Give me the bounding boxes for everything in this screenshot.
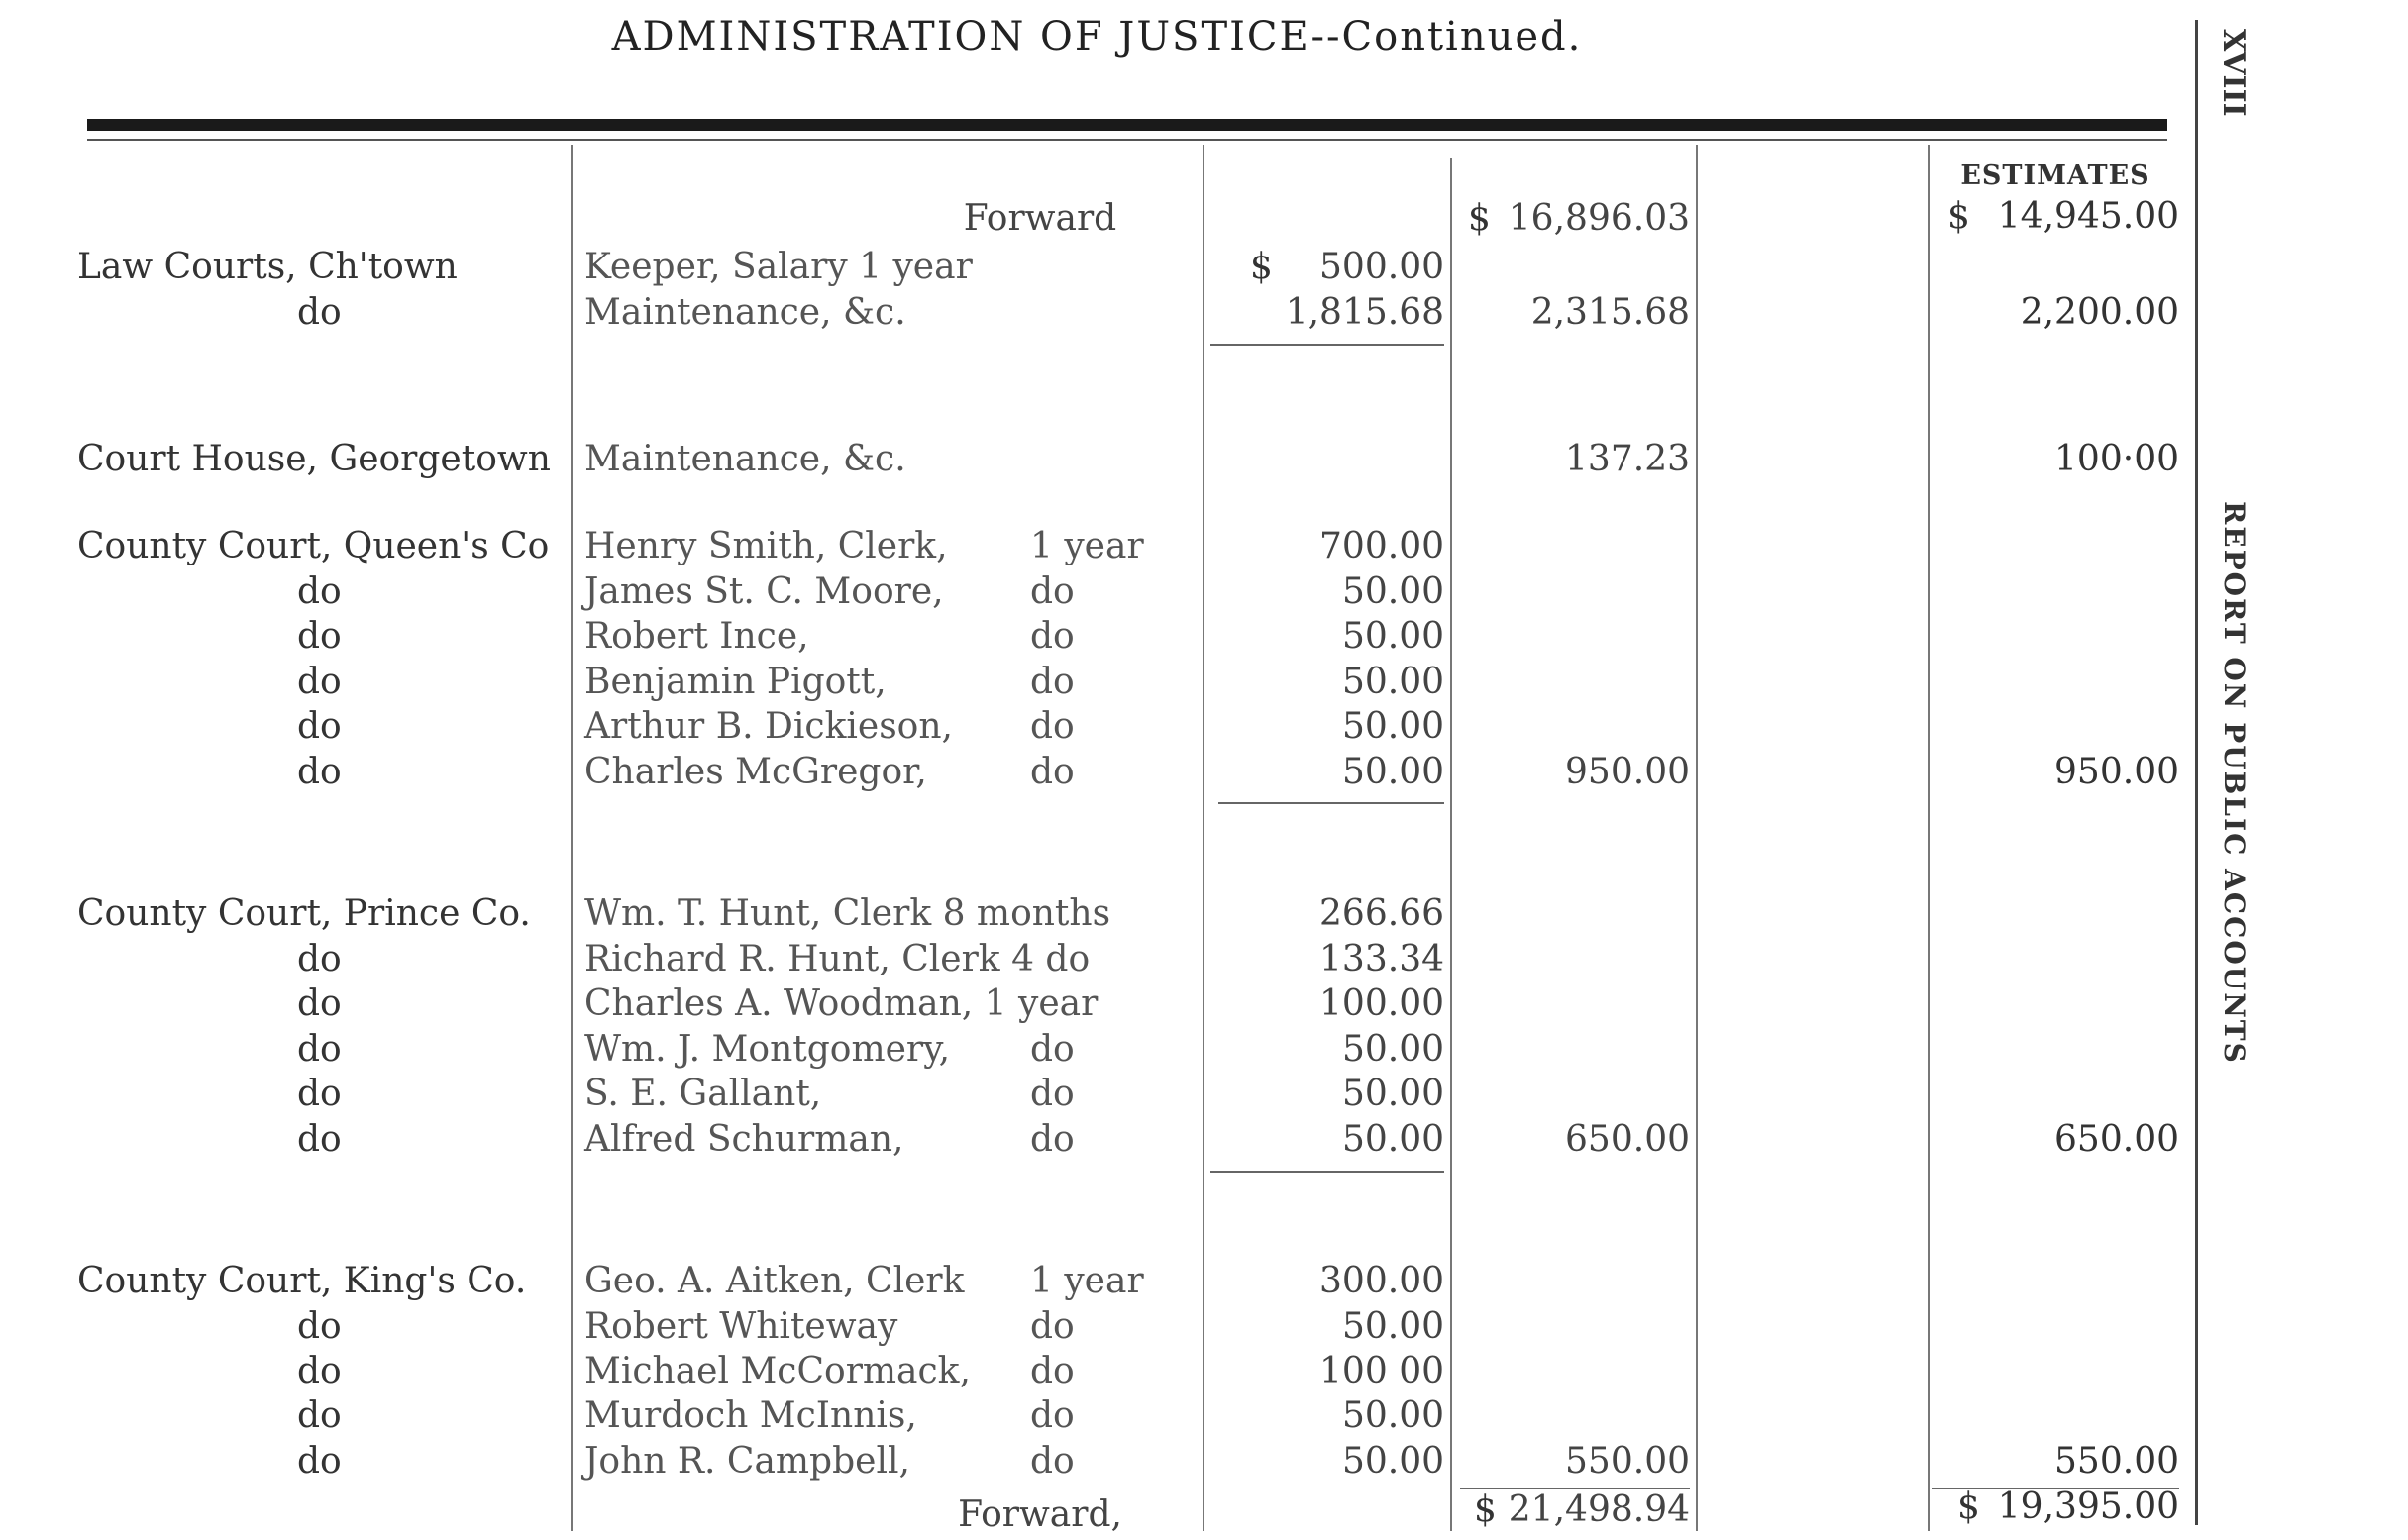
row-amount: 50.00 (1341, 616, 1444, 657)
forward-bottom-total-dollar: $ (1474, 1489, 1497, 1530)
row-description: Murdoch McInnis, (584, 1395, 917, 1436)
row-amount: 500.00 (1319, 247, 1444, 287)
row-description: Geo. A. Aitken, Clerk (584, 1261, 965, 1301)
page-title: ADMINISTRATION OF JUSTICE--Continued. (611, 14, 1583, 59)
row-period: do (1030, 752, 1075, 792)
column-divider-total (1696, 145, 1698, 1531)
row-period: do (1030, 1351, 1075, 1391)
row-account-head: do (297, 1351, 342, 1391)
row-account-head: County Court, Queen's Co (77, 526, 550, 566)
row-description: Benjamin Pigott, (584, 662, 887, 702)
row-description: Arthur B. Dickieson, (584, 706, 953, 747)
row-amount: 50.00 (1341, 752, 1444, 792)
forward-bottom-total: 21,498.94 (1508, 1489, 1690, 1530)
row-amount: 700.00 (1319, 526, 1444, 566)
row-amount: 1,815.68 (1285, 292, 1444, 333)
row-account-head: do (297, 1395, 342, 1436)
row-period: do (1030, 706, 1075, 747)
row-account-head: do (297, 662, 342, 702)
row-account-head: County Court, Prince Co. (77, 893, 531, 934)
row-description: Charles McGregor, (584, 752, 927, 792)
row-amount: 133.34 (1319, 939, 1444, 979)
row-estimate: 950.00 (2054, 752, 2179, 792)
row-description: Alfred Schurman, (584, 1119, 904, 1160)
row-amount: 50.00 (1341, 1306, 1444, 1347)
row-estimate: 100·00 (2054, 439, 2179, 479)
forward-top-total-dollar: $ (1468, 198, 1491, 239)
side-running-title: REPORT ON PUBLIC ACCOUNTS (2218, 500, 2251, 1065)
row-period: do (1030, 1306, 1075, 1347)
row-total: 950.00 (1565, 752, 1690, 792)
row-account-head: Law Courts, Ch'town (77, 247, 458, 287)
row-description: Charles A. Woodman, 1 year (584, 983, 1099, 1024)
row-amount: 100 00 (1319, 1351, 1444, 1391)
row-account-head: do (297, 571, 342, 612)
row-period: 1 year (1030, 1261, 1144, 1301)
row-total: 550.00 (1565, 1441, 1690, 1482)
column-divider-amount (1450, 158, 1452, 1531)
row-amount: 50.00 (1341, 1395, 1444, 1436)
row-account-head: do (297, 939, 342, 979)
first-amount-dollar: $ (1250, 247, 1273, 287)
row-account-head: do (297, 616, 342, 657)
forward-top-estimate-dollar: $ (1947, 196, 1970, 237)
row-description: Maintenance, &c. (584, 439, 906, 479)
row-amount: 50.00 (1341, 1029, 1444, 1070)
forward-top-label: Forward (963, 198, 1117, 239)
row-account-head: do (297, 292, 342, 333)
row-account-head: do (297, 1441, 342, 1482)
row-account-head: do (297, 1119, 342, 1160)
row-account-head: Court House, Georgetown (77, 439, 551, 479)
row-total: 2,315.68 (1530, 292, 1690, 333)
row-description: Robert Whiteway (584, 1306, 898, 1347)
row-total: 650.00 (1565, 1119, 1690, 1160)
row-account-head: do (297, 1029, 342, 1070)
row-amount: 50.00 (1341, 571, 1444, 612)
row-description: Maintenance, &c. (584, 292, 906, 333)
row-description: James St. C. Moore, (584, 571, 944, 612)
row-description: Robert Ince, (584, 616, 809, 657)
row-description: Henry Smith, Clerk, (584, 526, 948, 566)
row-total: 137.23 (1565, 439, 1690, 479)
row-amount: 50.00 (1341, 1119, 1444, 1160)
row-account-head: do (297, 1074, 342, 1114)
row-description: Wm. J. Montgomery, (584, 1029, 951, 1070)
forward-top-estimate: 14,945.00 (1997, 196, 2179, 237)
subtotal-rule-law-courts (1210, 344, 1444, 346)
forward-top-total: 16,896.03 (1508, 198, 1690, 239)
row-amount: 50.00 (1341, 706, 1444, 747)
header-thick-rule (87, 119, 2167, 131)
row-period: do (1030, 1441, 1075, 1482)
row-period: do (1030, 571, 1075, 612)
row-description: Richard R. Hunt, Clerk 4 do (584, 939, 1091, 979)
row-account-head: do (297, 706, 342, 747)
row-amount: 266.66 (1319, 893, 1444, 934)
row-description: Keeper, Salary 1 year (584, 247, 973, 287)
row-description: Wm. T. Hunt, Clerk 8 months (584, 893, 1111, 934)
row-account-head: do (297, 983, 342, 1024)
row-amount: 100.00 (1319, 983, 1444, 1024)
row-amount: 50.00 (1341, 662, 1444, 702)
row-account-head: do (297, 752, 342, 792)
row-account-head: do (297, 1306, 342, 1347)
row-period: do (1030, 1395, 1075, 1436)
row-description: John R. Campbell, (584, 1441, 910, 1482)
subtotal-rule-prince (1210, 1171, 1444, 1173)
row-period: do (1030, 616, 1075, 657)
row-amount: 50.00 (1341, 1074, 1444, 1114)
subtotal-rule-queens (1218, 802, 1444, 804)
page-number: XVIII (2216, 28, 2251, 117)
row-description: Michael McCormack, (584, 1351, 971, 1391)
header-thin-rule (87, 139, 2167, 141)
row-period: do (1030, 1119, 1075, 1160)
row-amount: 300.00 (1319, 1261, 1444, 1301)
row-estimate: 550.00 (2054, 1441, 2179, 1482)
row-period: do (1030, 1029, 1075, 1070)
row-estimate: 650.00 (2054, 1119, 2179, 1160)
forward-bottom-label: Forward, (958, 1494, 1122, 1535)
column-divider-estimates (1928, 145, 1930, 1531)
forward-bottom-estimate-dollar: $ (1957, 1487, 1980, 1527)
row-period: do (1030, 662, 1075, 702)
column-divider-desc (1203, 145, 1204, 1531)
row-estimate: 2,200.00 (2020, 292, 2179, 333)
row-period: do (1030, 1074, 1075, 1114)
row-amount: 50.00 (1341, 1441, 1444, 1482)
row-description: S. E. Gallant, (584, 1074, 822, 1114)
page-edge-rule (2195, 20, 2198, 1525)
row-period: 1 year (1030, 526, 1144, 566)
forward-bottom-estimate: 19,395.00 (1997, 1487, 2179, 1527)
estimates-column-header: ESTIMATES (1960, 160, 2150, 191)
column-divider-head (571, 145, 573, 1531)
row-account-head: County Court, King's Co. (77, 1261, 527, 1301)
